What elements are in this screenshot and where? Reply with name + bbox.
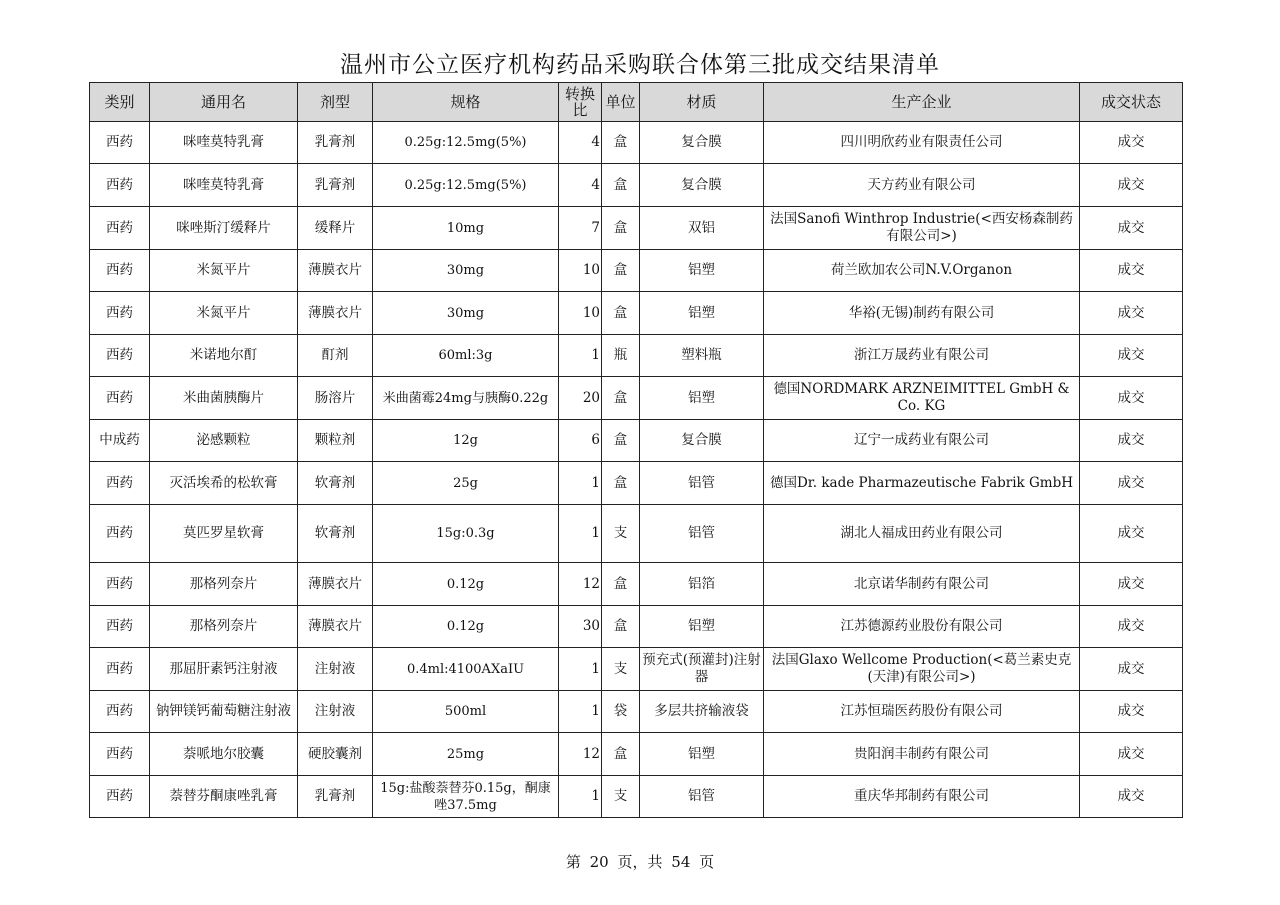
table-row	[90, 691, 1183, 733]
cell-generic-name: 莫匹罗星软膏	[150, 505, 298, 563]
cell-conversion-ratio: 4	[559, 122, 602, 164]
page-label-mid: 页，共	[617, 853, 663, 871]
table-header-row	[90, 83, 1183, 122]
cell-dosage-form: 注射液	[298, 648, 373, 691]
cell-dosage-form: 乳膏剂	[298, 776, 373, 818]
cell-deal-status: 成交	[1080, 164, 1183, 207]
cell-unit: 盒	[602, 733, 640, 776]
cell-conversion-ratio: 20	[559, 377, 602, 420]
header-conversion-ratio: 转换比	[559, 83, 602, 122]
cell-generic-name: 钠钾镁钙葡萄糖注射液	[150, 691, 298, 733]
table-row	[90, 462, 1183, 505]
cell-generic-name: 那屈肝素钙注射液	[150, 648, 298, 691]
cell-specification: 0.25g:12.5mg(5%)	[373, 122, 559, 164]
cell-generic-name: 咪喹莫特乳膏	[150, 122, 298, 164]
cell-material: 铝塑	[640, 733, 764, 776]
header-material: 材质	[640, 83, 764, 122]
cell-category: 西药	[90, 207, 150, 250]
cell-specification: 15g:盐酸萘替芬0.15g，酮康唑37.5mg	[373, 776, 559, 818]
cell-unit: 瓶	[602, 335, 640, 377]
cell-material: 双铝	[640, 207, 764, 250]
cell-unit: 盒	[602, 462, 640, 505]
page-label-suffix: 页	[699, 853, 715, 871]
cell-manufacturer: 湖北人福成田药业有限公司	[764, 505, 1080, 563]
table-row	[90, 292, 1183, 335]
cell-manufacturer: 江苏恒瑞医药股份有限公司	[764, 691, 1080, 733]
table-row	[90, 377, 1183, 420]
table-row	[90, 250, 1183, 292]
cell-material: 多层共挤输液袋	[640, 691, 764, 733]
table-row	[90, 207, 1183, 250]
cell-category: 西药	[90, 292, 150, 335]
cell-material: 铝管	[640, 776, 764, 818]
table-row	[90, 122, 1183, 164]
cell-conversion-ratio: 1	[559, 462, 602, 505]
cell-category: 西药	[90, 377, 150, 420]
cell-manufacturer: 荷兰欧加农公司N.V.Organon	[764, 250, 1080, 292]
cell-unit: 盒	[602, 563, 640, 606]
cell-conversion-ratio: 6	[559, 420, 602, 462]
cell-generic-name: 那格列奈片	[150, 606, 298, 648]
cell-dosage-form: 乳膏剂	[298, 122, 373, 164]
cell-dosage-form: 乳膏剂	[298, 164, 373, 207]
cell-unit: 支	[602, 776, 640, 818]
table-row	[90, 648, 1183, 691]
cell-conversion-ratio: 10	[559, 250, 602, 292]
cell-manufacturer: 贵阳润丰制药有限公司	[764, 733, 1080, 776]
cell-manufacturer: 四川明欣药业有限责任公司	[764, 122, 1080, 164]
header-unit: 单位	[602, 83, 640, 122]
cell-dosage-form: 注射液	[298, 691, 373, 733]
cell-manufacturer: 江苏德源药业股份有限公司	[764, 606, 1080, 648]
cell-conversion-ratio: 1	[559, 776, 602, 818]
cell-specification: 25g	[373, 462, 559, 505]
header-deal-status: 成交状态	[1080, 83, 1183, 122]
cell-material: 铝塑	[640, 377, 764, 420]
cell-unit: 袋	[602, 691, 640, 733]
page-label-prefix: 第	[565, 853, 581, 871]
cell-unit: 支	[602, 648, 640, 691]
cell-generic-name: 米氮平片	[150, 292, 298, 335]
cell-unit: 盒	[602, 420, 640, 462]
cell-specification: 12g	[373, 420, 559, 462]
cell-category: 西药	[90, 691, 150, 733]
cell-manufacturer: 华裕(无锡)制药有限公司	[764, 292, 1080, 335]
cell-category: 西药	[90, 563, 150, 606]
cell-specification: 500ml	[373, 691, 559, 733]
cell-manufacturer: 重庆华邦制药有限公司	[764, 776, 1080, 818]
cell-dosage-form: 缓释片	[298, 207, 373, 250]
cell-deal-status: 成交	[1080, 420, 1183, 462]
cell-specification: 15g:0.3g	[373, 505, 559, 563]
cell-conversion-ratio: 1	[559, 648, 602, 691]
header-category: 类别	[90, 83, 150, 122]
cell-generic-name: 米氮平片	[150, 250, 298, 292]
cell-dosage-form: 硬胶囊剂	[298, 733, 373, 776]
cell-dosage-form: 酊剂	[298, 335, 373, 377]
page-title: 温州市公立医疗机构药品采购联合体第三批成交结果清单	[340, 52, 940, 78]
cell-generic-name: 萘哌地尔胶囊	[150, 733, 298, 776]
current-page-number: 20	[589, 853, 609, 871]
cell-deal-status: 成交	[1080, 733, 1183, 776]
cell-material: 铝管	[640, 462, 764, 505]
table-row	[90, 606, 1183, 648]
cell-manufacturer: 法国Sanofi Winthrop Industrie(<西安杨森制药有限公司>)	[764, 207, 1080, 250]
cell-unit: 盒	[602, 164, 640, 207]
cell-specification: 10mg	[373, 207, 559, 250]
table-row	[90, 733, 1183, 776]
page-footer	[0, 851, 1280, 872]
cell-conversion-ratio: 30	[559, 606, 602, 648]
table-row	[90, 164, 1183, 207]
cell-dosage-form: 薄膜衣片	[298, 563, 373, 606]
cell-generic-name: 咪喹莫特乳膏	[150, 164, 298, 207]
cell-category: 西药	[90, 164, 150, 207]
cell-generic-name: 泌感颗粒	[150, 420, 298, 462]
cell-specification: 0.25g:12.5mg(5%)	[373, 164, 559, 207]
cell-category: 西药	[90, 335, 150, 377]
header-dosage-form: 剂型	[298, 83, 373, 122]
cell-category: 西药	[90, 606, 150, 648]
cell-deal-status: 成交	[1080, 648, 1183, 691]
cell-category: 西药	[90, 733, 150, 776]
cell-manufacturer: 辽宁一成药业有限公司	[764, 420, 1080, 462]
cell-deal-status: 成交	[1080, 207, 1183, 250]
procurement-results-table	[89, 82, 1183, 818]
table-row	[90, 420, 1183, 462]
cell-category: 西药	[90, 648, 150, 691]
cell-conversion-ratio: 12	[559, 733, 602, 776]
table-row	[90, 335, 1183, 377]
cell-unit: 盒	[602, 377, 640, 420]
cell-conversion-ratio: 1	[559, 335, 602, 377]
cell-deal-status: 成交	[1080, 122, 1183, 164]
cell-category: 中成药	[90, 420, 150, 462]
cell-deal-status: 成交	[1080, 377, 1183, 420]
cell-dosage-form: 肠溶片	[298, 377, 373, 420]
cell-manufacturer: 德国Dr. kade Pharmazeutische Fabrik GmbH	[764, 462, 1080, 505]
cell-conversion-ratio: 10	[559, 292, 602, 335]
cell-manufacturer: 德国NORDMARK ARZNEIMITTEL GmbH & Co. KG	[764, 377, 1080, 420]
cell-manufacturer: 浙江万晟药业有限公司	[764, 335, 1080, 377]
cell-deal-status: 成交	[1080, 292, 1183, 335]
cell-category: 西药	[90, 250, 150, 292]
total-pages-number: 54	[671, 853, 691, 871]
cell-dosage-form: 薄膜衣片	[298, 292, 373, 335]
cell-deal-status: 成交	[1080, 776, 1183, 818]
cell-deal-status: 成交	[1080, 505, 1183, 563]
cell-unit: 支	[602, 505, 640, 563]
cell-generic-name: 米诺地尔酊	[150, 335, 298, 377]
cell-specification: 0.4ml:4100AXaIU	[373, 648, 559, 691]
cell-dosage-form: 软膏剂	[298, 505, 373, 563]
cell-deal-status: 成交	[1080, 462, 1183, 505]
cell-deal-status: 成交	[1080, 250, 1183, 292]
cell-unit: 盒	[602, 606, 640, 648]
cell-material: 塑料瓶	[640, 335, 764, 377]
header-generic-name: 通用名	[150, 83, 298, 122]
header-specification: 规格	[373, 83, 559, 122]
cell-material: 复合膜	[640, 164, 764, 207]
cell-specification: 25mg	[373, 733, 559, 776]
cell-specification: 30mg	[373, 250, 559, 292]
cell-dosage-form: 薄膜衣片	[298, 250, 373, 292]
cell-dosage-form: 薄膜衣片	[298, 606, 373, 648]
cell-deal-status: 成交	[1080, 563, 1183, 606]
cell-category: 西药	[90, 122, 150, 164]
cell-material: 复合膜	[640, 122, 764, 164]
table-row	[90, 563, 1183, 606]
cell-generic-name: 咪唑斯汀缓释片	[150, 207, 298, 250]
cell-conversion-ratio: 1	[559, 505, 602, 563]
cell-manufacturer: 天方药业有限公司	[764, 164, 1080, 207]
cell-specification: 0.12g	[373, 563, 559, 606]
cell-unit: 盒	[602, 207, 640, 250]
cell-dosage-form: 软膏剂	[298, 462, 373, 505]
cell-category: 西药	[90, 505, 150, 563]
cell-material: 铝塑	[640, 250, 764, 292]
cell-material: 预充式(预灌封)注射器	[640, 648, 764, 691]
cell-conversion-ratio: 1	[559, 691, 602, 733]
cell-generic-name: 那格列奈片	[150, 563, 298, 606]
cell-generic-name: 萘替芬酮康唑乳膏	[150, 776, 298, 818]
cell-unit: 盒	[602, 122, 640, 164]
table-body	[90, 122, 1183, 818]
cell-material: 铝箔	[640, 563, 764, 606]
cell-category: 西药	[90, 776, 150, 818]
cell-dosage-form: 颗粒剂	[298, 420, 373, 462]
cell-category: 西药	[90, 462, 150, 505]
cell-manufacturer: 北京诺华制药有限公司	[764, 563, 1080, 606]
cell-specification: 30mg	[373, 292, 559, 335]
cell-material: 铝管	[640, 505, 764, 563]
cell-material: 铝塑	[640, 606, 764, 648]
cell-manufacturer: 法国Glaxo Wellcome Production(<葛兰素史克(天津)有限公司>)	[764, 648, 1080, 691]
cell-unit: 盒	[602, 292, 640, 335]
cell-generic-name: 灭活埃希的松软膏	[150, 462, 298, 505]
cell-unit: 盒	[602, 250, 640, 292]
cell-conversion-ratio: 7	[559, 207, 602, 250]
header-manufacturer: 生产企业	[764, 83, 1080, 122]
cell-generic-name: 米曲菌胰酶片	[150, 377, 298, 420]
cell-material: 铝塑	[640, 292, 764, 335]
cell-material: 复合膜	[640, 420, 764, 462]
cell-deal-status: 成交	[1080, 335, 1183, 377]
cell-specification: 60ml:3g	[373, 335, 559, 377]
table-row	[90, 505, 1183, 563]
table-row	[90, 776, 1183, 818]
cell-specification: 米曲菌霉24mg与胰酶0.22g	[373, 377, 559, 420]
cell-deal-status: 成交	[1080, 606, 1183, 648]
cell-conversion-ratio: 4	[559, 164, 602, 207]
cell-conversion-ratio: 12	[559, 563, 602, 606]
cell-specification: 0.12g	[373, 606, 559, 648]
cell-deal-status: 成交	[1080, 691, 1183, 733]
